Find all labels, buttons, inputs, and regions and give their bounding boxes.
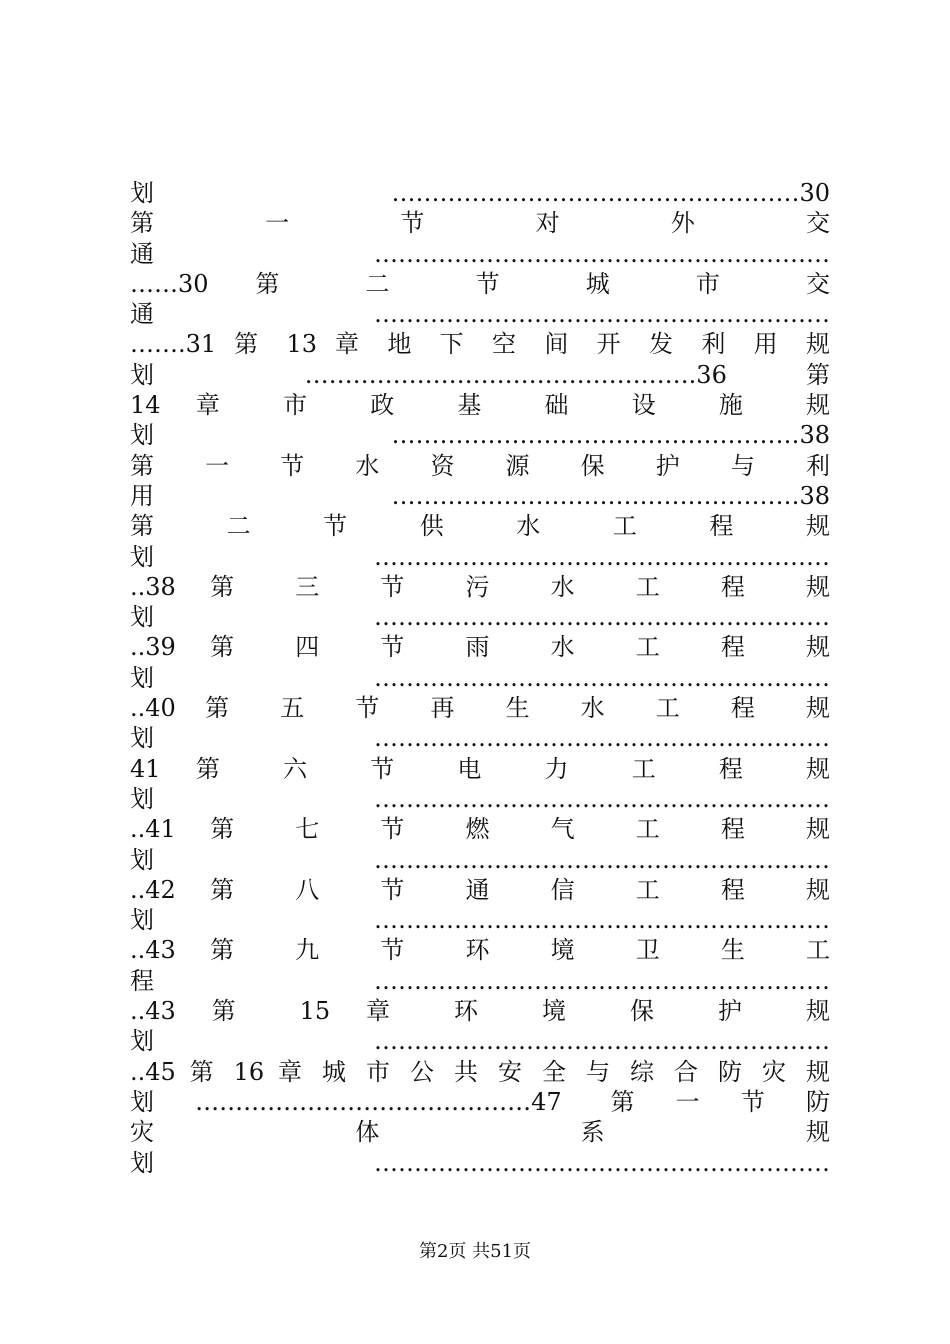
toc-line: 划…………………………………………………: [130, 845, 830, 874]
toc-line: 41 第 六 节 电 力 工 程 规: [130, 754, 830, 783]
toc-line: ..45 第 16 章 城 市 公 共 安 全 与 综 合 防 灾 规: [130, 1057, 830, 1086]
toc-line: ..39 第 四 节 雨 水 工 程 规: [130, 633, 830, 662]
toc-line: 第 一 节 对 外 交: [130, 209, 830, 238]
toc-line: 划…………………………………………………: [130, 784, 830, 813]
table-of-contents: [130, 178, 830, 1178]
toc-line: ..43 第 15 章 环 境 保 护 规: [130, 997, 830, 1026]
toc-line: 划…………………………………………………: [130, 1027, 830, 1056]
toc-line: ..38 第 三 节 污 水 工 程 规: [130, 572, 830, 601]
toc-line: 程…………………………………………………: [130, 966, 830, 995]
page-number: 第2页 共51页: [418, 1241, 532, 1262]
toc-line: 划…………………………………………………: [130, 906, 830, 935]
toc-line: 划…………………………………………………: [130, 724, 830, 753]
toc-line: 划 ………………………………………….36 第: [130, 360, 830, 389]
toc-line: 划……………………………………………30: [130, 179, 830, 207]
toc-line: ..42 第 八 节 通 信 工 程 规: [130, 875, 830, 904]
toc-line: 划……………………………………………38: [130, 421, 830, 450]
toc-line: 第 一 节 水 资 源 保 护 与 利: [130, 451, 830, 480]
toc-line: 划…………………………………………………: [130, 542, 830, 571]
toc-line: …….31 第 13 章 地 下 空 间 开 发 利 用 规: [130, 330, 830, 359]
toc-line: 通…………………………………………………: [130, 300, 830, 329]
page-footer: [0, 1240, 950, 1264]
toc-line: 划…………………………………………………: [130, 1148, 830, 1177]
toc-line: 用……………………………………………38: [130, 481, 830, 510]
toc-line: ..40 第 五 节 再 生 水 工 程 规: [130, 694, 830, 723]
toc-line: 14 章 市 政 基 础 设 施 规: [130, 391, 830, 420]
toc-line: ..41 第 七 节 燃 气 工 程 规: [130, 815, 830, 844]
toc-line: 第 二 节 供 水 工 程 规: [130, 512, 830, 541]
toc-line: 划…………………………………………………: [130, 603, 830, 632]
toc-line: 灾 体 系 规: [130, 1118, 830, 1147]
toc-line: ……30 第 二 节 城 市 交: [130, 269, 830, 298]
toc-line: ..43 第 九 节 环 境 卫 生 工: [130, 936, 830, 965]
toc-line: 通…………………………………………………: [130, 239, 830, 268]
toc-line: 划…………………………………………………: [130, 663, 830, 692]
toc-line: 划……………………………………47 第一节防: [130, 1087, 830, 1116]
